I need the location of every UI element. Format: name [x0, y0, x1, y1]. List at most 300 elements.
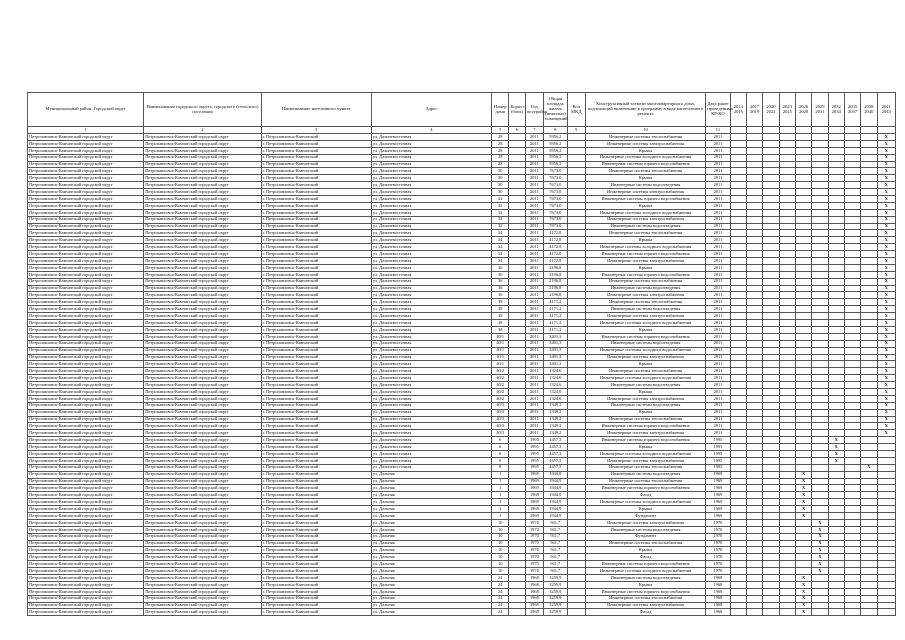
- area-cell: 7673,0: [544, 209, 567, 216]
- capital-repair-schedule-table: [27, 92, 896, 616]
- building-block-cell: [509, 485, 525, 492]
- mkd-count-cell: [567, 326, 585, 333]
- locality-cell: г. Петропавловск-Камчатский: [261, 382, 371, 389]
- structural-element-cell: Инженерные системы электроснабжения: [585, 602, 705, 609]
- period-cell-2: [747, 409, 763, 416]
- house-number-cell: 24: [492, 581, 509, 588]
- locality-cell: г. Петропавловск-Камчатский: [261, 554, 371, 561]
- structural-element-cell: Крыша: [585, 388, 705, 395]
- structural-element-cell: Крыша: [585, 237, 705, 244]
- period-cell-4: [779, 306, 795, 313]
- structural-element-cell: Инженерные системы теплоснабжения: [585, 416, 705, 423]
- structural-element-cell: Фасад: [585, 554, 705, 561]
- house-number-cell: 36: [492, 292, 509, 299]
- period-cell-10: X: [877, 175, 896, 182]
- build-year-cell: 2011: [525, 216, 543, 223]
- period-cell-3: [763, 437, 779, 444]
- period-cell-2: [747, 271, 763, 278]
- street-cell: ул. Дальняя: [371, 519, 491, 526]
- mkd-count-cell: [567, 244, 585, 251]
- area-cell: 5956,2: [544, 147, 567, 154]
- region-cell: Петропавловск-Камчатский городской округ: [28, 306, 144, 313]
- region-cell: Петропавловск-Камчатский городской округ: [28, 568, 144, 575]
- period-cell-10: X: [877, 271, 896, 278]
- locality-cell: г. Петропавловск-Камчатский: [261, 154, 371, 161]
- street-cell: ул. Дальневосточная: [371, 264, 491, 271]
- period-cell-5: X: [795, 581, 811, 588]
- previous-repair-date-cell: 1969: [706, 506, 730, 513]
- period-cell-4: [779, 581, 795, 588]
- settlement-cell: Петропавловск-Камчатский городской округ: [144, 292, 261, 299]
- previous-repair-date-cell: 1969: [706, 485, 730, 492]
- building-block-cell: [509, 575, 525, 582]
- previous-repair-date-cell: 1969: [706, 478, 730, 485]
- settlement-cell: Петропавловск-Камчатский городской округ: [144, 533, 261, 540]
- building-block-cell: [509, 499, 525, 506]
- mkd-count-cell: [567, 347, 585, 354]
- period-cell-3: [763, 264, 779, 271]
- period-cell-7: [828, 533, 844, 540]
- locality-cell: г. Петропавловск-Камчатский: [261, 464, 371, 471]
- build-year-cell: 1995: [525, 450, 543, 457]
- locality-cell: г. Петропавловск-Камчатский: [261, 375, 371, 382]
- street-cell: ул. Дальневосточная: [371, 175, 491, 182]
- house-number-cell: 36: [492, 278, 509, 285]
- locality-cell: г. Петропавловск-Камчатский: [261, 271, 371, 278]
- period-cell-10: X: [877, 430, 896, 437]
- structural-element-cell: Инженерные системы электроснабжения: [585, 395, 705, 402]
- period-cell-5: X: [795, 609, 811, 616]
- period-cell-8: [844, 464, 860, 471]
- period-cell-3: [763, 471, 779, 478]
- settlement-cell: Петропавловск-Камчатский городской округ: [144, 368, 261, 375]
- period-cell-3: [763, 595, 779, 602]
- period-cell-8: [844, 519, 860, 526]
- table-row: [28, 223, 896, 230]
- region-cell: Петропавловск-Камчатский городской округ: [28, 320, 144, 327]
- region-cell: Петропавловск-Камчатский городской округ: [28, 264, 144, 271]
- mkd-count-cell: [567, 258, 585, 265]
- settlement-cell: Петропавловск-Камчатский городской округ: [144, 333, 261, 340]
- settlement-cell: Петропавловск-Камчатский городской округ: [144, 416, 261, 423]
- period-cell-1: [730, 271, 746, 278]
- building-block-cell: [509, 464, 525, 471]
- period-cell-4: [779, 258, 795, 265]
- street-cell: ул. Дальневосточная: [371, 326, 491, 333]
- period-cell-8: [844, 361, 860, 368]
- area-cell: 1944,9: [544, 499, 567, 506]
- building-block-cell: [509, 430, 525, 437]
- column-header-16: 2026 2028: [795, 93, 811, 127]
- period-cell-4: [779, 299, 795, 306]
- period-cell-3: [763, 333, 779, 340]
- mkd-count-cell: [567, 264, 585, 271]
- street-cell: ул. Дальневосточная: [371, 299, 491, 306]
- period-cell-3: [763, 216, 779, 223]
- locality-cell: г. Петропавловск-Камчатский: [261, 368, 371, 375]
- building-block-cell: [509, 140, 525, 147]
- structural-element-cell: Инженерные системы электроснабжения: [585, 189, 705, 196]
- street-cell: ул. Дальняя: [371, 512, 491, 519]
- street-cell: ул. Дальневосточная: [371, 154, 491, 161]
- street-cell: ул. Дальневосточная: [371, 409, 491, 416]
- period-cell-1: [730, 209, 746, 216]
- mkd-count-cell: [567, 271, 585, 278]
- period-cell-1: [730, 168, 746, 175]
- building-block-cell: [509, 409, 525, 416]
- period-cell-5: [795, 368, 811, 375]
- structural-element-cell: Крыша: [585, 581, 705, 588]
- period-cell-9: [861, 264, 877, 271]
- table-row: [28, 457, 896, 464]
- previous-repair-date-cell: 2011: [706, 402, 730, 409]
- area-cell: 7673,0: [544, 175, 567, 182]
- column-header-13: 2017 2019: [747, 93, 763, 127]
- building-block-cell: [509, 306, 525, 313]
- period-cell-8: [844, 375, 860, 382]
- house-number-cell: 40/2: [492, 382, 509, 389]
- period-cell-9: [861, 292, 877, 299]
- period-cell-6: X: [812, 547, 828, 554]
- period-cell-10: [877, 471, 896, 478]
- period-cell-3: [763, 533, 779, 540]
- region-cell: Петропавловск-Камчатский городской округ: [28, 519, 144, 526]
- period-cell-9: [861, 375, 877, 382]
- region-cell: Петропавловск-Камчатский городской округ: [28, 196, 144, 203]
- period-cell-8: [844, 271, 860, 278]
- locality-cell: г. Петропавловск-Камчатский: [261, 264, 371, 271]
- previous-repair-date-cell: 2011: [706, 223, 730, 230]
- period-cell-1: [730, 595, 746, 602]
- period-cell-4: [779, 196, 795, 203]
- area-cell: 1324,6: [544, 375, 567, 382]
- previous-repair-date-cell: 1968: [706, 575, 730, 582]
- period-cell-1: [730, 361, 746, 368]
- period-cell-5: [795, 278, 811, 285]
- period-cell-10: X: [877, 202, 896, 209]
- period-cell-3: [763, 299, 779, 306]
- period-cell-10: X: [877, 395, 896, 402]
- settlement-cell: Петропавловск-Камчатский городской округ: [144, 278, 261, 285]
- period-cell-1: [730, 416, 746, 423]
- period-cell-7: [828, 258, 844, 265]
- area-cell: 7673,0: [544, 196, 567, 203]
- period-cell-10: X: [877, 230, 896, 237]
- period-cell-8: [844, 154, 860, 161]
- region-cell: Петропавловск-Камчатский городской округ: [28, 540, 144, 547]
- building-block-cell: [509, 554, 525, 561]
- mkd-count-cell: [567, 499, 585, 506]
- street-cell: ул. Дальневосточная: [371, 444, 491, 451]
- settlement-cell: Петропавловск-Камчатский городской округ: [144, 237, 261, 244]
- locality-cell: г. Петропавловск-Камчатский: [261, 602, 371, 609]
- locality-cell: г. Петропавловск-Камчатский: [261, 568, 371, 575]
- period-cell-9: [861, 320, 877, 327]
- previous-repair-date-cell: 2011: [706, 292, 730, 299]
- table-body: [28, 134, 896, 616]
- mkd-count-cell: [567, 533, 585, 540]
- period-cell-2: [747, 175, 763, 182]
- street-cell: ул. Дальняя: [371, 568, 491, 575]
- period-cell-1: [730, 533, 746, 540]
- structural-element-cell: Инженерные системы холодного водоснабжения: [585, 244, 705, 251]
- region-cell: Петропавловск-Камчатский городской округ: [28, 402, 144, 409]
- previous-repair-date-cell: 2011: [706, 375, 730, 382]
- period-cell-1: [730, 492, 746, 499]
- previous-repair-date-cell: 2011: [706, 182, 730, 189]
- street-cell: ул. Дальневосточная: [371, 292, 491, 299]
- period-cell-2: [747, 437, 763, 444]
- period-cell-7: [828, 512, 844, 519]
- previous-repair-date-cell: 2011: [706, 196, 730, 203]
- table-row: [28, 561, 896, 568]
- street-cell: ул. Дальняя: [371, 575, 491, 582]
- previous-repair-date-cell: 2011: [706, 161, 730, 168]
- area-cell: 941,7: [544, 540, 567, 547]
- column-number-11: 11: [706, 127, 730, 134]
- period-cell-5: [795, 375, 811, 382]
- period-cell-2: [747, 575, 763, 582]
- period-cell-6: [812, 168, 828, 175]
- house-number-cell: 1: [492, 492, 509, 499]
- period-cell-1: [730, 512, 746, 519]
- period-cell-7: [828, 147, 844, 154]
- locality-cell: г. Петропавловск-Камчатский: [261, 609, 371, 616]
- house-number-cell: 30: [492, 182, 509, 189]
- period-cell-8: [844, 313, 860, 320]
- period-cell-6: [812, 382, 828, 389]
- area-cell: 4457,3: [544, 464, 567, 471]
- period-cell-10: [877, 485, 896, 492]
- period-cell-4: [779, 292, 795, 299]
- region-cell: Петропавловск-Камчатский городской округ: [28, 154, 144, 161]
- column-header-17: 2029 2031: [812, 93, 828, 127]
- period-cell-8: [844, 134, 860, 141]
- period-cell-6: [812, 278, 828, 285]
- period-cell-6: [812, 609, 828, 616]
- period-cell-10: X: [877, 258, 896, 265]
- area-cell: 3401,3: [544, 354, 567, 361]
- period-cell-5: [795, 416, 811, 423]
- period-cell-10: [877, 609, 896, 616]
- previous-repair-date-cell: 1995: [706, 450, 730, 457]
- build-year-cell: 2011: [525, 161, 543, 168]
- period-cell-8: [844, 554, 860, 561]
- period-cell-9: [861, 444, 877, 451]
- period-cell-4: [779, 430, 795, 437]
- period-cell-6: [812, 375, 828, 382]
- period-cell-10: X: [877, 237, 896, 244]
- region-cell: Петропавловск-Камчатский городской округ: [28, 464, 144, 471]
- period-cell-9: [861, 258, 877, 265]
- area-cell: 4172,8: [544, 258, 567, 265]
- street-cell: ул. Дальневосточная: [371, 340, 491, 347]
- period-cell-3: [763, 271, 779, 278]
- previous-repair-date-cell: 1995: [706, 444, 730, 451]
- structural-element-cell: Крыша: [585, 444, 705, 451]
- period-cell-6: [812, 354, 828, 361]
- region-cell: Петропавловск-Камчатский городской округ: [28, 189, 144, 196]
- period-cell-6: [812, 595, 828, 602]
- period-cell-9: [861, 223, 877, 230]
- period-cell-10: X: [877, 140, 896, 147]
- building-block-cell: [509, 182, 525, 189]
- mkd-count-cell: [567, 416, 585, 423]
- mkd-count-cell: [567, 485, 585, 492]
- period-cell-7: [828, 209, 844, 216]
- period-cell-7: [828, 189, 844, 196]
- period-cell-7: [828, 196, 844, 203]
- period-cell-8: [844, 209, 860, 216]
- period-cell-10: X: [877, 134, 896, 141]
- period-cell-10: X: [877, 320, 896, 327]
- settlement-cell: Петропавловск-Камчатский городской округ: [144, 512, 261, 519]
- street-cell: ул. Дальневосточная: [371, 244, 491, 251]
- period-cell-1: [730, 134, 746, 141]
- mkd-count-cell: [567, 595, 585, 602]
- period-cell-2: [747, 223, 763, 230]
- period-cell-5: [795, 258, 811, 265]
- structural-element-cell: Инженерные системы теплоснабжения: [585, 134, 705, 141]
- period-cell-7: [828, 416, 844, 423]
- period-cell-1: [730, 554, 746, 561]
- period-cell-1: [730, 278, 746, 285]
- locality-cell: г. Петропавловск-Камчатский: [261, 189, 371, 196]
- build-year-cell: 1968: [525, 588, 543, 595]
- period-cell-3: [763, 561, 779, 568]
- region-cell: Петропавловск-Камчатский городской округ: [28, 595, 144, 602]
- build-year-cell: 2011: [525, 230, 543, 237]
- period-cell-8: [844, 547, 860, 554]
- build-year-cell: 2011: [525, 375, 543, 382]
- period-cell-1: [730, 264, 746, 271]
- period-cell-2: [747, 230, 763, 237]
- structural-element-cell: Инженерные системы горячего водоснабжения: [585, 437, 705, 444]
- locality-cell: г. Петропавловск-Камчатский: [261, 134, 371, 141]
- region-cell: Петропавловск-Камчатский городской округ: [28, 258, 144, 265]
- period-cell-3: [763, 230, 779, 237]
- previous-repair-date-cell: 2011: [706, 395, 730, 402]
- period-cell-5: [795, 189, 811, 196]
- region-cell: Петропавловск-Камчатский городской округ: [28, 575, 144, 582]
- previous-repair-date-cell: 2011: [706, 416, 730, 423]
- period-cell-4: [779, 402, 795, 409]
- settlement-cell: Петропавловск-Камчатский городской округ: [144, 251, 261, 258]
- period-cell-9: [861, 581, 877, 588]
- period-cell-6: X: [812, 519, 828, 526]
- period-cell-4: [779, 409, 795, 416]
- structural-element-cell: Инженерные системы электроснабжения: [585, 430, 705, 437]
- period-cell-5: [795, 450, 811, 457]
- period-cell-9: [861, 209, 877, 216]
- period-cell-9: [861, 526, 877, 533]
- period-cell-9: [861, 561, 877, 568]
- period-cell-7: [828, 471, 844, 478]
- period-cell-1: [730, 147, 746, 154]
- area-cell: 7673,0: [544, 182, 567, 189]
- street-cell: ул. Дальняя: [371, 492, 491, 499]
- period-cell-8: [844, 588, 860, 595]
- building-block-cell: [509, 506, 525, 513]
- previous-repair-date-cell: 2011: [706, 230, 730, 237]
- period-cell-9: [861, 575, 877, 582]
- building-block-cell: [509, 547, 525, 554]
- period-cell-2: [747, 588, 763, 595]
- settlement-cell: Петропавловск-Камчатский городской округ: [144, 409, 261, 416]
- building-block-cell: [509, 278, 525, 285]
- period-cell-8: [844, 430, 860, 437]
- house-number-cell: 24: [492, 595, 509, 602]
- build-year-cell: 2011: [525, 402, 543, 409]
- period-cell-3: [763, 519, 779, 526]
- locality-cell: г. Петропавловск-Камчатский: [261, 196, 371, 203]
- area-cell: 1944,9: [544, 478, 567, 485]
- locality-cell: г. Петропавловск-Камчатский: [261, 506, 371, 513]
- house-number-cell: 40/1: [492, 340, 509, 347]
- area-cell: 7673,0: [544, 189, 567, 196]
- period-cell-4: [779, 506, 795, 513]
- period-cell-4: [779, 230, 795, 237]
- period-cell-4: [779, 237, 795, 244]
- period-cell-4: [779, 437, 795, 444]
- area-cell: 2196,8: [544, 271, 567, 278]
- area-cell: 4172,8: [544, 244, 567, 251]
- table-row: [28, 161, 896, 168]
- period-cell-2: [747, 526, 763, 533]
- house-number-cell: 40/2: [492, 388, 509, 395]
- period-cell-3: [763, 526, 779, 533]
- period-cell-7: [828, 388, 844, 395]
- period-cell-1: [730, 182, 746, 189]
- period-cell-6: [812, 154, 828, 161]
- period-cell-1: [730, 602, 746, 609]
- area-cell: 1349,2: [544, 409, 567, 416]
- locality-cell: г. Петропавловск-Камчатский: [261, 147, 371, 154]
- settlement-cell: Петропавловск-Камчатский городской округ: [144, 430, 261, 437]
- period-cell-6: [812, 395, 828, 402]
- building-block-cell: [509, 320, 525, 327]
- period-cell-7: [828, 216, 844, 223]
- structural-element-cell: Крыша: [585, 326, 705, 333]
- period-cell-8: [844, 423, 860, 430]
- period-cell-2: [747, 299, 763, 306]
- previous-repair-date-cell: 2011: [706, 388, 730, 395]
- build-year-cell: 2011: [525, 258, 543, 265]
- period-cell-4: [779, 485, 795, 492]
- period-cell-7: [828, 271, 844, 278]
- period-cell-8: [844, 609, 860, 616]
- period-cell-1: [730, 561, 746, 568]
- period-cell-6: [812, 340, 828, 347]
- period-cell-8: [844, 347, 860, 354]
- building-block-cell: [509, 602, 525, 609]
- area-cell: 4171,2: [544, 313, 567, 320]
- period-cell-3: [763, 147, 779, 154]
- settlement-cell: Петропавловск-Камчатский городской округ: [144, 554, 261, 561]
- area-cell: 941,7: [544, 519, 567, 526]
- street-cell: ул. Дальневосточная: [371, 140, 491, 147]
- period-cell-2: [747, 506, 763, 513]
- period-cell-10: X: [877, 388, 896, 395]
- structural-element-cell: Инженерные системы водоотведения: [585, 285, 705, 292]
- period-cell-6: [812, 388, 828, 395]
- period-cell-5: [795, 216, 811, 223]
- building-block-cell: [509, 216, 525, 223]
- structural-element-cell: Инженерные системы электроснабжения: [585, 258, 705, 265]
- period-cell-1: [730, 347, 746, 354]
- table-header: [28, 93, 896, 134]
- period-cell-8: [844, 140, 860, 147]
